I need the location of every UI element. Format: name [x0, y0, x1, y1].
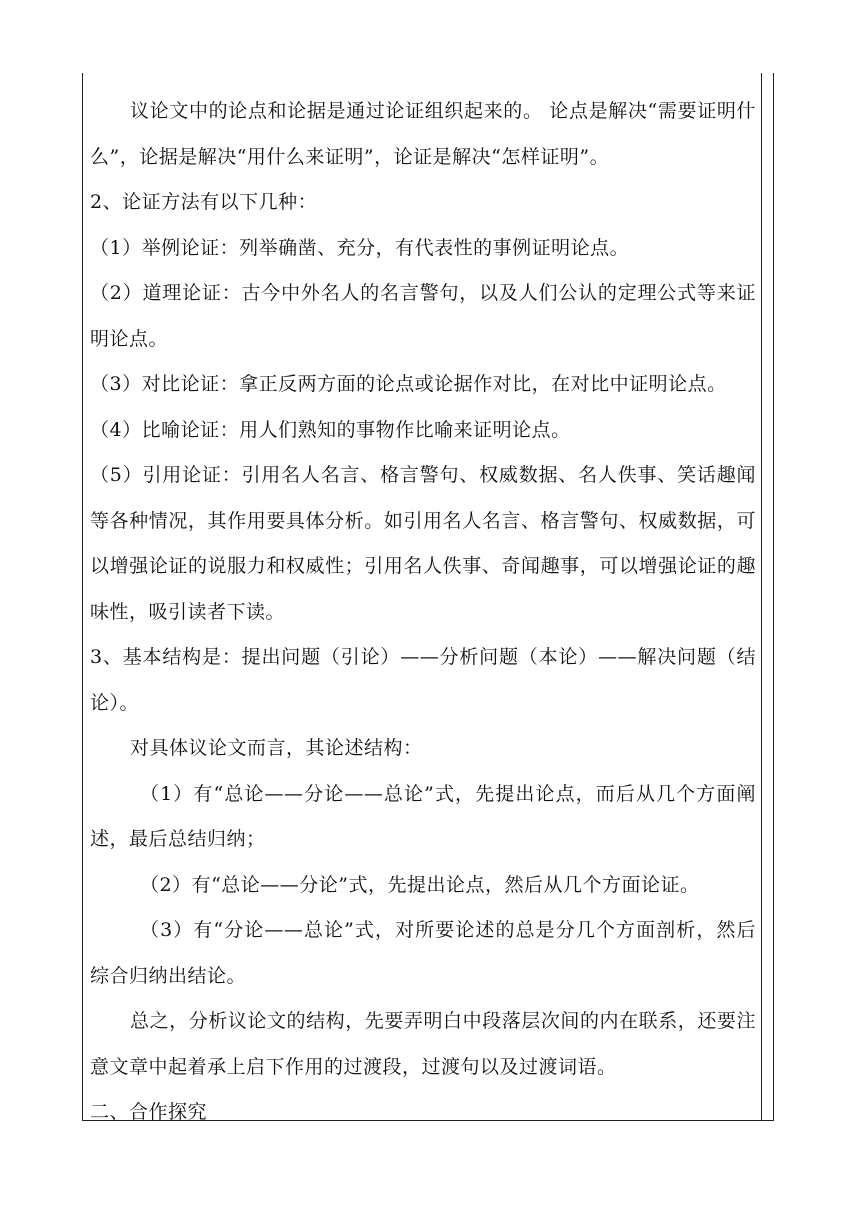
- method-example: （1）举例论证：列举确凿、充分，有代表性的事例证明论点。: [90, 236, 630, 259]
- method-reasoning: （2）道理论证：古今中外名人的名言警句，以及人们公认的定理公式等来证明论点。: [90, 282, 756, 350]
- structure-type-3: （3）有“分论——总论”式，对所要论述的总是分几个方面剖析，然后综合归纳出结论。: [90, 919, 756, 987]
- structure-type-2: （2）有“总论——分论”式，先提出论点，然后从几个方面论证。: [140, 873, 700, 896]
- method-citation: （5）引用论证：引用名人名言、格言警句、权威数据、名人佚事、笑话趣闻等各种情况，其作用要具体分析。如引用名人名言、格言警句、权威数据，可以增强论证的说服力和权威性；引用名人佚事、奇闻趣事，可以增强论证的趣味性，吸引读者下读。: [90, 464, 756, 623]
- method-contrast: （3）对比论证：拿正反两方面的论点或论据作对比，在对比中证明论点。: [90, 373, 727, 395]
- paragraph-summary: 总之，分析议论文的结构，先要弄明白中段落层次间的内在联系，还要注意文章中起着承上启下作用的过渡段，过渡句以及过渡词语。: [90, 1010, 756, 1078]
- method-metaphor: （4）比喻论证：用人们熟知的事物作比喻来证明论点。: [90, 418, 571, 441]
- document-body: [90, 89, 756, 1136]
- heading-cooperative-inquiry: 二、合作探究: [90, 1101, 208, 1123]
- heading-basic-structure: 3、基本结构是：提出问题（引论）——分析问题（本论）——解决问题（结论）。: [90, 646, 756, 714]
- table-side-column: [762, 73, 774, 1121]
- structure-type-1: （1）有“总论——分论——总论”式，先提出论点，而后从几个方面阐述，最后总结归纳；: [90, 782, 756, 850]
- heading-argument-methods: 2、论证方法有以下几种：: [90, 191, 318, 213]
- paragraph-intro: 议论文中的论点和论据是通过论证组织起来的。 论点是解决“需要证明什么”，论据是解决“用什么来证明”，论证是解决“怎样证明”。: [90, 100, 756, 168]
- paragraph-structure-intro: 对具体议论文而言，其论述结构：: [130, 737, 423, 759]
